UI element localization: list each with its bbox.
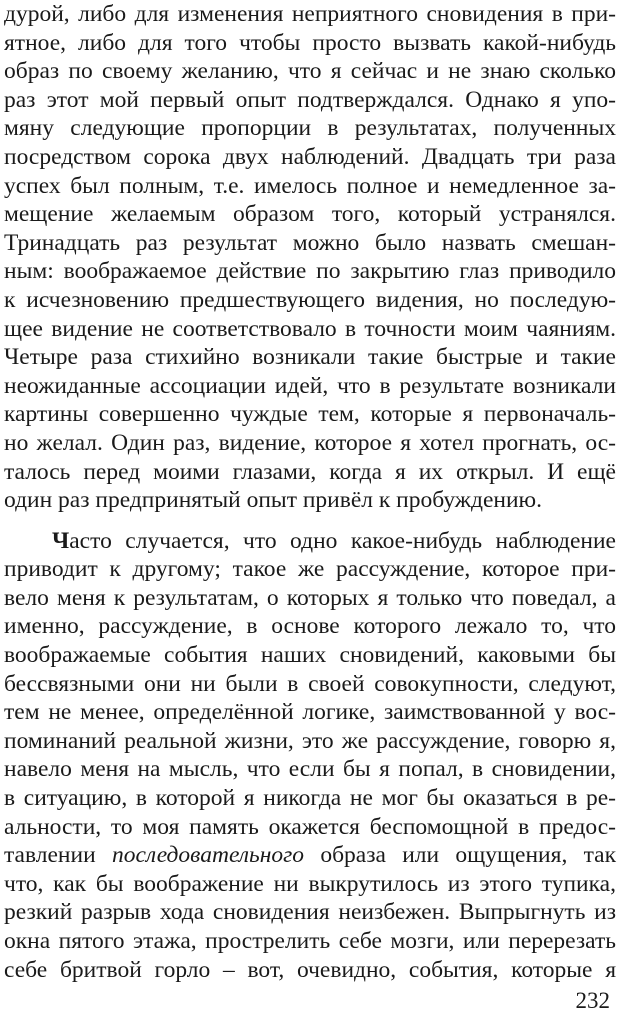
text-line: мещение желаемым образом того, который устранялся. (4, 201, 616, 228)
text-line: окна пятого этажа, прострелить себе мозги, или перерезать (4, 928, 616, 954)
text-line: навело меня на мысль, что если бы я попал, в сновидении, (4, 756, 616, 783)
text-line: успех был полным, т.е. имелось полное и немедленное за- (4, 172, 616, 199)
text-line: ным: воображаемое действие по закрытию глаз приводило (4, 258, 616, 285)
text-line: один раз предпринятый опыт привёл к пробуждению. (4, 487, 542, 514)
text-line-italic (4, 841, 616, 870)
text-line: в ситуацию, в которой я никогда не мог бы оказаться в ре- (4, 785, 616, 812)
text-line: картины совершенно чуждые тем, которые я первоначаль- (4, 401, 616, 428)
text-line: воображаемые события наших сновидений, каковыми бы (4, 642, 616, 669)
paragraph-gap (4, 515, 616, 527)
text-line: раз этот мой первый опыт подтверждался. Однако я упо- (4, 86, 616, 113)
first-line-text: асто случается, что одно какое-нибудь наблюдение (69, 527, 616, 554)
text-line: поминаний реальной жизни, это же рассуждение, говорю я, (4, 727, 616, 754)
text-line-first (4, 527, 616, 556)
text-line: себе бритвой горло – вот, очевидно, события, которые я (4, 956, 616, 983)
italic-line-after: образа или ощущения, так (304, 842, 616, 869)
italic-word: последовательного (111, 842, 305, 869)
text-line: ятное, либо для того чтобы просто вызвать какой-нибудь (4, 29, 616, 56)
text-line: именно, рассуждение, в основе которого лежало то, что (4, 613, 616, 640)
text-line: талось перед моими глазами, когда я их открыл. И ещё (4, 458, 616, 485)
body-text (4, 0, 616, 984)
text-line: к исчезновению предшествующего видения, но последую- (4, 286, 616, 313)
text-line: приводит к другому; такое же рассуждение, которое при- (4, 556, 616, 583)
text-line: Четыре раза стихийно возникали такие быстрые и такие (4, 344, 616, 371)
drop-cap: Ч (52, 527, 70, 554)
text-line: неожиданные ассоциации идей, что в результате возникали (4, 372, 616, 399)
page-number: 232 (575, 988, 610, 1013)
text-line: альности, то моя память окажется беспомощной в предос- (4, 813, 616, 840)
text-line: резкий разрыв хода сновидения неизбежен. Выпрыгнуть из (4, 899, 616, 926)
text-line: мяну следующие пропорции в результатах, полученных (4, 115, 616, 142)
text-line: но желал. Один раз, видение, которое я хотел прогнать, ос- (4, 429, 616, 456)
text-line: что, как бы воображение ни выкрутилось из этого тупика, (4, 870, 616, 897)
paragraph-2 (4, 527, 616, 985)
text-line: дурой, либо для изменения неприятного сновидения в при- (4, 1, 616, 27)
text-line: вело меня к результатам, о которых я только что поведал, а (4, 584, 616, 611)
text-line: Тринадцать раз результат можно было назвать смешан- (4, 229, 616, 256)
italic-line-before: тавлении (4, 842, 112, 869)
text-line: бессвязными они ни были в своей совокупности, следуют, (4, 670, 616, 697)
text-line: щее видение не соответствовало в точности моим чаяниям. (4, 315, 616, 342)
paragraph-1 (4, 0, 616, 515)
text-line: посредством сорока двух наблюдений. Двадцать три раза (4, 143, 616, 170)
text-line: тем не менее, определённой логике, заимствованной у вос- (4, 699, 616, 726)
text-line: образ по своему желанию, что я сейчас и не знаю сколько (4, 58, 616, 85)
